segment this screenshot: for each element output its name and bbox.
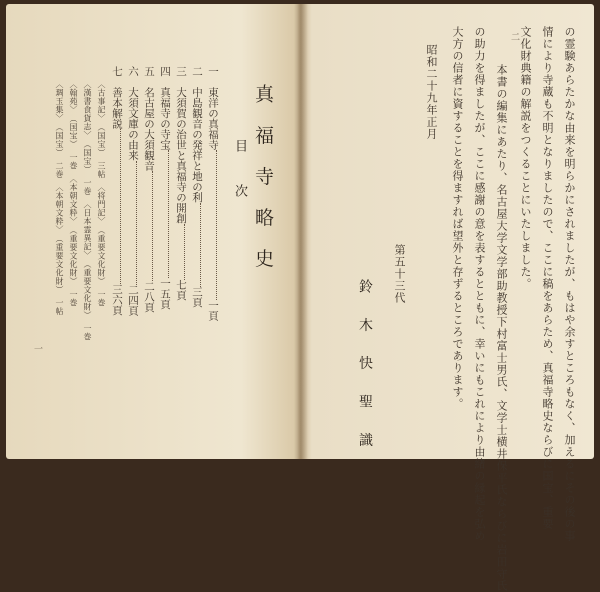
toc-page: 一五頁 [159, 278, 171, 310]
catalog-title: 〈翰苑〉 [69, 80, 78, 110]
abbot-generation: 第五十三代 [393, 244, 406, 304]
toc-number: 五 [143, 66, 155, 77]
toc-page: 七頁 [175, 279, 187, 301]
catalog-status: （重要文化財） [97, 230, 106, 282]
preface-column: の助力を得ましたが、ここに感謝の意を表するとともに、幸いにもこれにより由緒の縁起を弘め [473, 26, 486, 542]
toc-number: 二 [191, 66, 203, 77]
catalog-status: （国宝） [55, 127, 64, 153]
toc-title: 真福寺の寺宝 [159, 87, 171, 150]
catalog-title: 〈本朝文粋〉 [55, 187, 64, 230]
toc-title: 大須文庫の由来 [127, 87, 139, 161]
toc-page: 二八頁 [143, 281, 155, 313]
right-page-number: 二 [511, 33, 521, 43]
catalog-item [52, 80, 66, 316]
catalog-status: （重要文化財） [55, 238, 64, 290]
catalog-count: 二巻 [55, 161, 64, 179]
toc-title: 名古屋の大須観音 [143, 87, 155, 171]
preface-date: 昭和二十九年正月 [425, 44, 438, 140]
toc-page: 三六頁 [111, 284, 123, 316]
toc-title: 善本解説 [111, 87, 123, 129]
preface-column: の霊験あらたかな由来を明らかにされましたが、もはや余すところもなく、加えるにその後の事 [563, 26, 576, 542]
catalog-count: 三帖 [97, 161, 106, 179]
catalog-status: （国宝） [97, 127, 106, 153]
catalog-title: 〈古事記〉 [97, 80, 106, 119]
toc-number: 七 [111, 66, 123, 77]
preface-column: 情により寺蔵も不明となりましたので、ここに稿をあらため、真福寺略史ならびに国宝、重要 [541, 26, 554, 530]
toc-number: 三 [175, 66, 187, 77]
catalog-count: 一巻 [83, 178, 92, 196]
toc-number: 一 [207, 66, 219, 77]
catalog-title: 〈漢書食貨志〉 [83, 80, 92, 136]
toc-title: 中島観音の発祥と地の利 [191, 87, 203, 203]
toc-entry [142, 66, 158, 313]
catalog-count: 一巻 [97, 290, 106, 307]
preface-column: 本書の編集にあたり、名古屋大学文学部助教授下村富士男氏、文学士横井保平氏ならびに岩田守氏 [495, 64, 508, 592]
catalog-count: 一巻 [69, 153, 78, 170]
toc-page: 二四頁 [127, 284, 139, 316]
catalog-count: 一巻 [69, 290, 78, 307]
toc-title: 東洋の真福寺 [207, 87, 219, 150]
toc-page: 一頁 [207, 300, 219, 321]
abbot-signature: 鈴 木 快 聖 識 [357, 279, 373, 457]
toc-entry [174, 66, 190, 301]
toc-number: 四 [159, 66, 171, 77]
toc-number: 六 [127, 66, 139, 77]
toc-title: 大須賀の治世と真福寺の開創 [175, 87, 187, 224]
toc-entry [126, 66, 142, 316]
catalog-item [94, 80, 108, 307]
book-gutter [294, 4, 308, 459]
book-title: 真 福 寺 略 史 [252, 84, 274, 276]
toc-entry [110, 66, 126, 316]
toc-heading: 目 次 [232, 139, 247, 212]
catalog-status: （重要文化財） [83, 264, 92, 316]
catalog-item [80, 80, 94, 341]
catalog-count: 一巻 [83, 324, 92, 341]
catalog-status: （国宝） [83, 144, 92, 170]
catalog-status: （重要文化財） [69, 230, 78, 282]
preface-column: 大方の信者に資することを得ますれば望外と存ずるところであります。 [451, 26, 464, 410]
preface-column: 文化財典籍の解説をつくることにいたしました。 [519, 26, 532, 290]
toc-entry [158, 66, 174, 310]
catalog-status: （国宝） [69, 118, 78, 145]
catalog-title: 〈将門記〉 [97, 187, 106, 222]
toc-page: 三頁 [191, 286, 203, 308]
toc-entry [190, 66, 206, 308]
catalog-title: 〈日本霊異記〉 [83, 204, 92, 256]
left-page-number: 一 [34, 345, 44, 355]
catalog-title: 〈本朝文粋〉 [69, 178, 78, 222]
toc-entry [206, 66, 222, 321]
catalog-item [66, 80, 80, 307]
book-spread [6, 4, 594, 592]
catalog-title: 〈琱玉集〉 [55, 80, 64, 119]
catalog-count: 一帖 [55, 298, 64, 316]
